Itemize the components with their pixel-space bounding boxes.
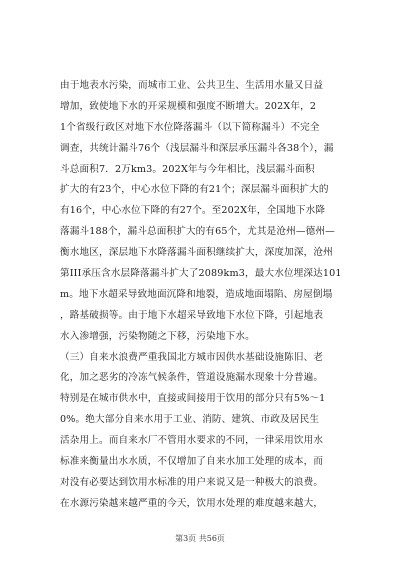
text-line: 第III承压含水层降落漏斗扩大了2089km3，最大水位埋深达101 — [60, 268, 342, 280]
text-line: 1个省级行政区对地下水位降落漏斗（以下简称漏斗）不完全 — [60, 121, 320, 133]
text-line: 衡水地区，深层地下水降落漏斗面积继续扩大，深度加深，沧州 — [60, 247, 333, 259]
text-line: 由于地表水污染，而城市工业、公共卫生、生活用水量又日益 — [60, 80, 324, 91]
text-line: ，路基破损等。由于地下水超采导致地下水位下降，引起地表 — [60, 309, 324, 321]
page-number: 第3页 共56页 — [175, 534, 225, 543]
text-line: 水入渗增强，污染物随之下移，污染地下水。 — [60, 330, 255, 342]
body-text — [60, 76, 352, 515]
text-line: 特别是在城市供水中，直接或间接用于饮用的部分只有5%～1 — [60, 393, 326, 405]
text-line: 0%。绝大部分自来水用于工业、消防、建筑、市政及居民生 — [60, 414, 320, 426]
text-line: 落漏斗188个，漏斗总面积扩大的有65个，尤其是沧州—德州— — [60, 226, 335, 238]
text-line: 对没有必要达到饮用水标准的用户来说又是一种极大的浪费。 — [60, 476, 324, 488]
text-line: 标准来衡量出水水质，不仅增加了自来水加工处理的成本，而 — [60, 456, 324, 468]
text-line: 化，加之恶劣的冷冻气候条件，管道设施漏水现象十分普遍。 — [60, 372, 324, 384]
text-line: m。地下水超采导致地面沉降和地裂，造成地面塌陷、房屋倒塌 — [60, 288, 333, 300]
text-line: 扩大的有23个，中心水位下降的有21个；深层漏斗面积扩大的 — [60, 184, 329, 196]
text-line: 有16个，中心水位下降的有27个。至202X年，全国地下水降 — [60, 205, 326, 217]
text-line: 增加，致使地下水的开采规模和强度不断增大。202X年，2 — [60, 100, 317, 112]
text-line: 活杂用上。而自来水厂不管用水要求的不同，一律采用饮用水 — [60, 435, 324, 447]
text-line: 在水源污染越来越严重的今天，饮用水处理的难度越来越大， — [60, 497, 324, 509]
text-line: （三）自来水浪费严重我国北方城市因供水基础设施陈旧、老 — [60, 351, 324, 363]
text-line: 调查，共统计漏斗76个（浅层漏斗和深层承压漏斗各38个），漏 — [60, 142, 334, 154]
text-line: 斗总面积7．2万km3。202X年与今年相比，浅层漏斗面积 — [60, 163, 315, 175]
